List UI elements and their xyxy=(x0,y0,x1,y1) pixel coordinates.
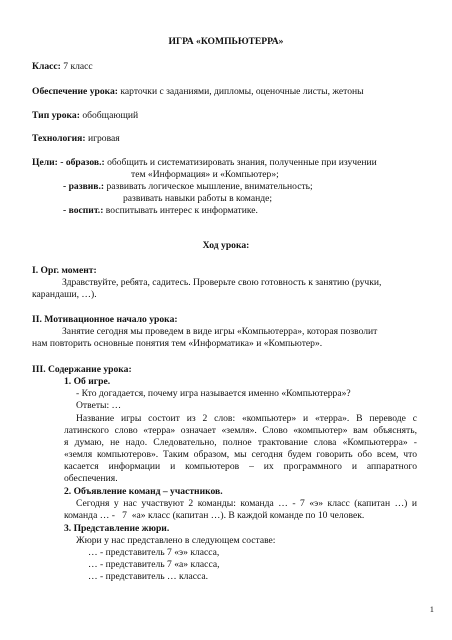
goals-developing-label: - развив.: xyxy=(63,181,105,192)
item-1-heading: 1. Об игре. xyxy=(64,376,111,387)
class-label: Класс: xyxy=(32,61,61,72)
section-2-heading: II. Мотивационное начало урока: xyxy=(32,314,178,325)
goals-developing-text-cont: развивать навыки работы в команде; xyxy=(123,193,273,204)
item-2-text: Сегодня у нас участвуют 2 команды: команда … - 7 «э» класс (капитан …) и xyxy=(76,498,417,509)
lesson-type-label: Тип урока: xyxy=(32,110,80,121)
goals-educational-text: обобщить и систематизировать знания, полученные при изучении xyxy=(104,157,377,168)
goals-educational-label: - образов.: xyxy=(57,157,105,168)
item-1-question: - Кто догадается, почему игра называется именно «Компьютерра»? xyxy=(76,388,351,399)
section-1-text-cont: карандаши, …). xyxy=(32,289,97,300)
goals-upbringing-line xyxy=(63,205,258,217)
lesson-type-value: обобщающий xyxy=(79,110,139,121)
item-1-paragraph-line: «земля компьютеров». Таким образом, мы сегодня будем говорить обо всем, что xyxy=(64,449,417,460)
equipment-label: Обеспечение урока: xyxy=(32,86,118,97)
goals-label: Цели: xyxy=(32,157,58,168)
section-1-heading: I. Орг. момент: xyxy=(32,265,97,276)
item-2-text-cont: команда … - 7 «а» класс (капитан …). В каждой команде по 10 человек. xyxy=(64,510,365,521)
goals-developing-text: развивать логическое мышление, внимательность; xyxy=(104,181,313,192)
item-2-heading: 2. Объявление команд – участников. xyxy=(64,486,223,497)
section-2-text-cont: нам повторить основные понятия тем «Информатика» и «Компьютер». xyxy=(32,338,323,349)
technology-line xyxy=(32,133,120,145)
item-1-paragraph-line: Название игры состоит из 2 слов: «компьютер» и «терра». В переводе с xyxy=(76,413,417,424)
item-1-paragraph-line: касается информации и компьютеров – их программного и аппаратного xyxy=(64,461,417,472)
lesson-type-line xyxy=(32,110,138,122)
goals-developing-line xyxy=(63,181,313,193)
document-title: ИГРА «КОМПЬЮТЕРРА» xyxy=(168,36,284,47)
item-3-heading: 3. Представление жюри. xyxy=(64,523,170,534)
goals-educational-text-cont: тем «Информация» и «Компьютер»; xyxy=(131,169,279,180)
jury-member: … - представитель 7 «э» класса, xyxy=(88,547,220,558)
goals-upbringing-label: - воспит.: xyxy=(63,205,104,216)
page-number: 1 xyxy=(429,604,434,614)
section-1-text: Здравствуйте, ребята, садитесь. Проверьте свою готовность к занятию (ручки, xyxy=(62,277,382,288)
equipment-value: карточки с заданиями, дипломы, оценочные листы, жетоны xyxy=(118,86,364,97)
jury-member: … - представитель 7 «а» класса, xyxy=(88,559,220,570)
goals-educational-line xyxy=(32,157,377,169)
item-3-intro: Жюри у нас представлено в следующем составе: xyxy=(76,535,276,546)
section-2-text: Занятие сегодня мы проведем в виде игры «Компьютерра», которая позволит xyxy=(62,326,378,337)
technology-value: игровая xyxy=(85,133,120,144)
technology-label: Технология: xyxy=(32,133,86,144)
equipment-line xyxy=(32,86,364,98)
course-heading: Ход урока: xyxy=(202,240,250,251)
class-line xyxy=(32,61,93,73)
item-1-paragraph-line: латинского слово «терра» означает «земля». Слово «компьютер» вам объяснять, xyxy=(64,425,417,436)
goals-upbringing-text: воспитывать интерес к информатике. xyxy=(103,205,258,216)
jury-member: … - представитель … класса. xyxy=(88,571,209,582)
class-value: 7 класс xyxy=(60,61,93,72)
item-1-answers: Ответы: … xyxy=(76,400,122,411)
section-3-heading: III. Содержание урока: xyxy=(32,364,132,375)
item-1-paragraph-line: обеспечения. xyxy=(64,473,118,484)
item-1-paragraph-line: я думаю, не надо. Следовательно, полное трактование слова «Компьютерра» - xyxy=(64,437,417,448)
